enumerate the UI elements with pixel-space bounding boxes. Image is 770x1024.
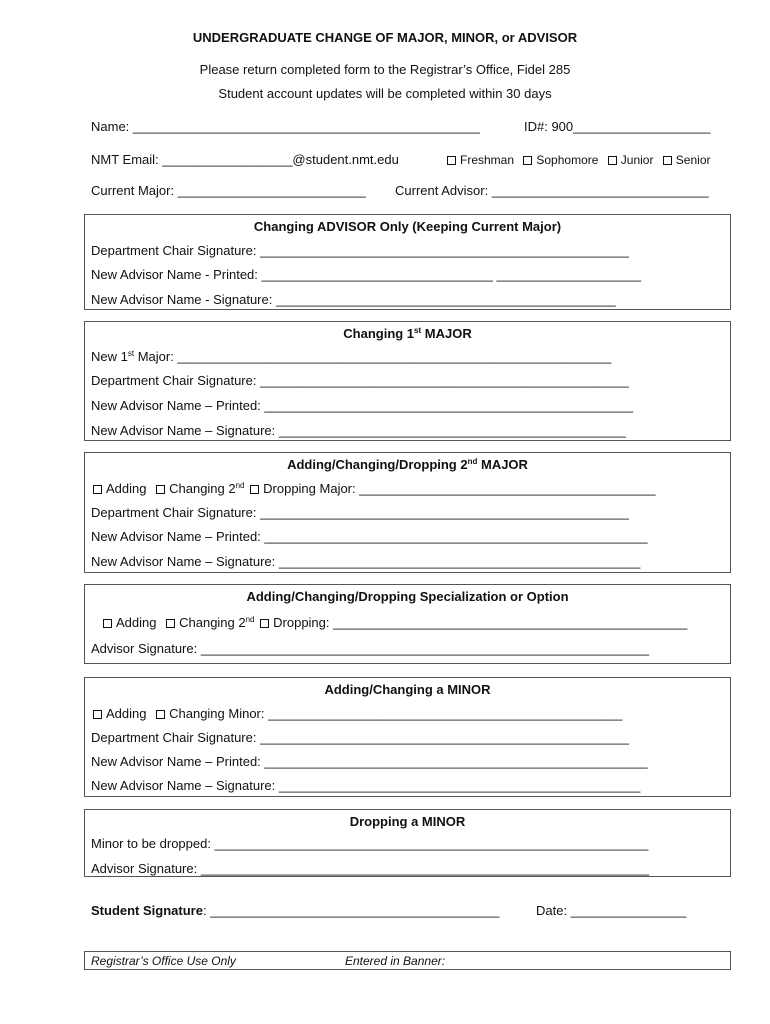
- current-major-label: Current Major:: [91, 183, 175, 198]
- section-title: Adding/Changing/Dropping Specialization or Option: [246, 589, 569, 604]
- return-instructions: Please return completed form to the Registrar’s Office, Fidel 285: [199, 62, 571, 77]
- title-text: MAJOR: [421, 326, 472, 341]
- email-domain: @student.nmt.edu: [292, 152, 399, 167]
- dropping-checkbox[interactable]: [250, 485, 259, 494]
- advisor-signature-field[interactable]: Advisor Signature: ______________________________________________________________: [91, 641, 650, 656]
- advisor-line: [395, 183, 709, 198]
- new-advisor-printed-field[interactable]: New Advisor Name – Printed: _____________________________________________________: [91, 529, 648, 544]
- entered-in-banner-label: Entered in Banner:: [345, 954, 446, 968]
- title-text: Changing 1: [343, 326, 415, 341]
- title-sup: nd: [467, 457, 478, 466]
- new-advisor-signature-field[interactable]: New Advisor Name – Signature: ________________________________________________: [91, 423, 626, 438]
- title-text: Adding/Changing/Dropping 2: [287, 457, 468, 472]
- section-title: Dropping a MINOR: [349, 814, 466, 829]
- changing-sup: nd: [245, 615, 255, 624]
- advisor-signature-field[interactable]: Advisor Signature: ______________________________________________________________: [91, 861, 650, 876]
- id-label: ID#: 900: [524, 119, 574, 134]
- section-title: [85, 326, 730, 341]
- form-title: UNDERGRADUATE CHANGE OF MAJOR, MINOR, or ADVISOR: [192, 30, 578, 45]
- id-line: [524, 119, 711, 134]
- adding-checkbox[interactable]: [93, 710, 102, 719]
- new-advisor-printed-field[interactable]: New Advisor Name - Printed: ________________________________ ____________________: [91, 267, 642, 282]
- section-minor: [84, 677, 731, 797]
- email-line: [91, 152, 399, 167]
- section-advisor-only: [84, 214, 731, 310]
- changing-sup: nd: [235, 481, 245, 490]
- sophomore-checkbox[interactable]: [523, 156, 532, 165]
- minor-options: [91, 706, 622, 721]
- name-line: [91, 119, 480, 134]
- section-title: [85, 457, 730, 472]
- name-field[interactable]: ________________________________________________: [132, 119, 480, 134]
- changing-minor-field[interactable]: Changing Minor: _________________________________________________: [169, 706, 623, 721]
- current-advisor-label: Current Advisor:: [395, 183, 489, 198]
- adding-checkbox[interactable]: [103, 619, 112, 628]
- email-label: NMT Email:: [91, 152, 159, 167]
- current-major-field[interactable]: __________________________: [177, 183, 366, 198]
- minor-to-drop-field[interactable]: Minor to be dropped: ____________________________________________________________: [91, 836, 649, 851]
- changing-label: Changing 2: [179, 615, 246, 630]
- adding-checkbox[interactable]: [93, 485, 102, 494]
- changing-checkbox[interactable]: [166, 619, 175, 628]
- section-specialization: [84, 584, 731, 664]
- new-advisor-signature-field[interactable]: New Advisor Name - Signature: _______________________________________________: [91, 292, 616, 307]
- section-drop-minor: [84, 809, 731, 877]
- title-sup: st: [414, 326, 422, 335]
- dept-chair-signature-field[interactable]: Department Chair Signature: ___________________________________________________: [91, 730, 629, 745]
- student-signature-label: Student Signature: [91, 903, 203, 918]
- student-signature-field[interactable]: : ________________________________________: [202, 903, 500, 918]
- senior-checkbox[interactable]: [663, 156, 672, 165]
- freshman-checkbox[interactable]: [447, 156, 456, 165]
- adding-label: Adding: [116, 615, 157, 630]
- title-text: MAJOR: [477, 457, 528, 472]
- student-signature-line: [91, 903, 499, 918]
- new-first-major-field[interactable]: [91, 349, 611, 364]
- new-advisor-signature-field[interactable]: New Advisor Name – Signature: __________________________________________________: [91, 554, 641, 569]
- changing-checkbox[interactable]: [156, 710, 165, 719]
- junior-checkbox[interactable]: [608, 156, 617, 165]
- office-use-label: Registrar’s Office Use Only: [91, 954, 236, 968]
- junior-label: Junior: [620, 153, 654, 167]
- new-advisor-signature-field[interactable]: New Advisor Name – Signature: __________________________________________________: [91, 778, 641, 793]
- freshman-label: Freshman: [460, 153, 515, 167]
- email-field[interactable]: __________________: [162, 152, 293, 167]
- section-title: Adding/Changing a MINOR: [324, 682, 491, 697]
- id-field[interactable]: ___________________: [573, 119, 711, 134]
- name-label: Name:: [91, 119, 130, 134]
- specialization-options: [101, 615, 687, 630]
- label-sup: st: [127, 349, 135, 358]
- changing-label: Changing 2: [169, 481, 236, 496]
- label-text: Major: ____________________________________________________________: [134, 349, 612, 364]
- update-notice: Student account updates will be completed within 30 days: [218, 86, 552, 101]
- adding-label: Adding: [106, 481, 147, 496]
- adding-label: Adding: [106, 706, 147, 721]
- second-major-options: [91, 481, 656, 496]
- current-advisor-field[interactable]: ______________________________: [491, 183, 709, 198]
- date-field[interactable]: Date: ________________: [536, 903, 687, 918]
- new-advisor-printed-field[interactable]: New Advisor Name – Printed: ___________________________________________________: [91, 398, 634, 413]
- dept-chair-signature-field[interactable]: Department Chair Signature: ___________________________________________________: [91, 373, 629, 388]
- major-line: [91, 183, 366, 198]
- dept-chair-signature-field[interactable]: Department Chair Signature: ___________________________________________________: [91, 243, 629, 258]
- section-first-major: [84, 321, 731, 441]
- office-use-bar: [84, 951, 731, 970]
- dropping-major-field[interactable]: Dropping Major: _________________________________________: [263, 481, 656, 496]
- changing-checkbox[interactable]: [156, 485, 165, 494]
- section-title: Changing ADVISOR Only (Keeping Current Major): [253, 219, 562, 234]
- section-second-major: [84, 452, 731, 573]
- sophomore-label: Sophomore: [536, 153, 599, 167]
- dropping-checkbox[interactable]: [260, 619, 269, 628]
- senior-label: Senior: [675, 153, 711, 167]
- dropping-field[interactable]: Dropping: _________________________________________________: [273, 615, 688, 630]
- dept-chair-signature-field[interactable]: Department Chair Signature: ___________________________________________________: [91, 505, 629, 520]
- label-text: New 1: [91, 349, 128, 364]
- new-advisor-printed-field[interactable]: New Advisor Name – Printed: _____________________________________________________: [91, 754, 648, 769]
- class-standing: [445, 153, 710, 167]
